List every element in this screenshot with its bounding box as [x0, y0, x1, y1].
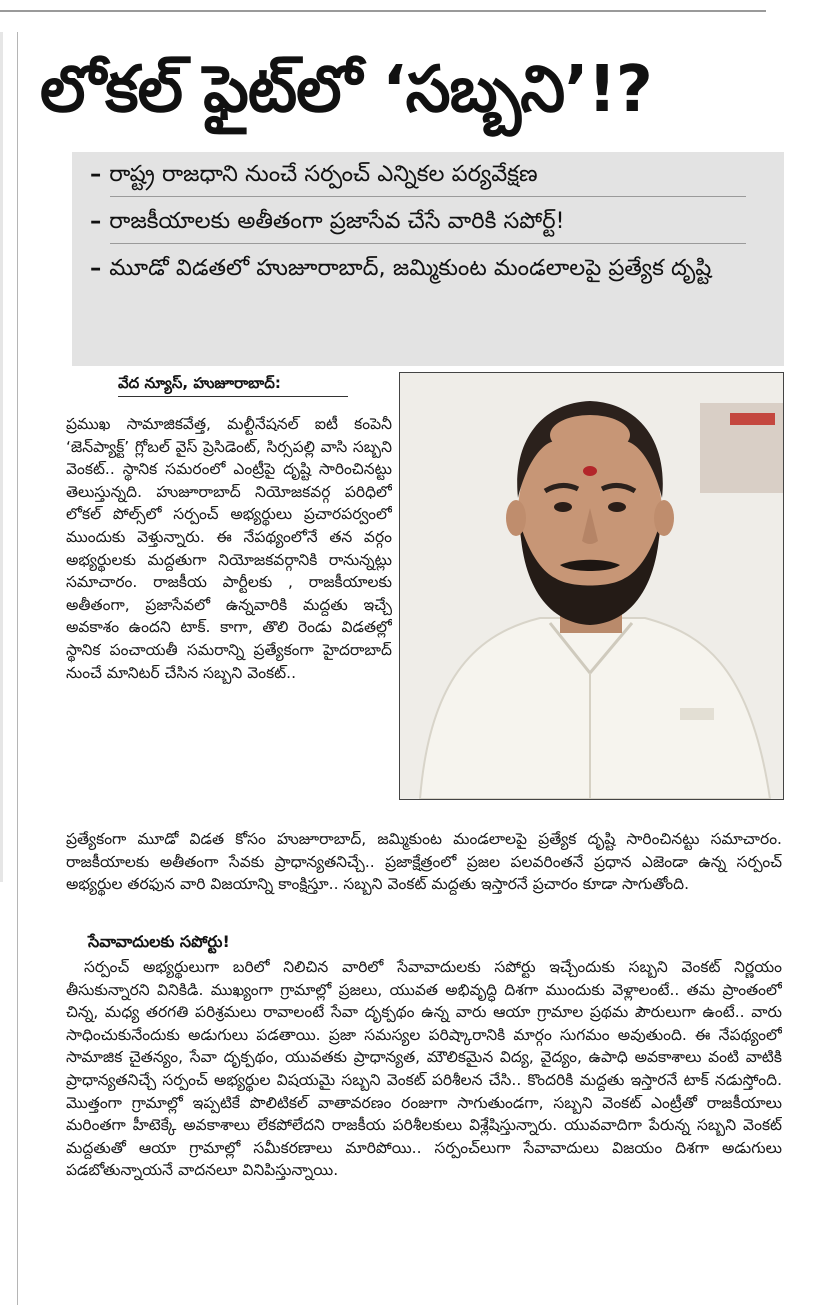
headline: లోకల్ ఫైట్‌లో ‘సబ్బని’!? — [40, 53, 652, 127]
left-margin-shade — [0, 32, 3, 882]
right-eye — [608, 502, 626, 512]
body-paragraph-column: ప్రముఖ సామాజికవేత్త, మల్టీనేషనల్ ఐటీ కంపెనీ ‘జెన్‌ప్యాక్ట్’ గ్లోబల్ వైస్ ప్రెసిడెంట్, సిర్సపల్లి వాసి సబ్బని వెంకట్.. స్థానిక సమరంలో ఎంట్రీపై దృష్టి సారించినట్టు తెలుస్తున్నది. హుజూరాబాద్ నియోజకవర్గ పరిధిలో లోకల్ పోల్స్‌లో సర్పంచ్ అభ్యర్థులు ప్రచారపర్వంలో ముందుకు వెళ్తున్నారు. ఈ నేపథ్యంలోనే తన వర్గం అభ్యర్థులకు మద్దతుగా నియోజకవర్గానికి రానున్నట్లు సమాచారం. రాజకీయ పార్టీలకు , రాజకీయాలకు అతీతంగా, ప్రజాసేవలో ఉన్నవారికి మద్దతు ఇచ్చే అవకాశం ఉందని టాక్. కాగా, తొలి రెండు విడతల్లో స్థానిక పంచాయతీ సమరాన్ని ప్రత్యేకంగా హైదరాబాద్ నుంచే మానిటర్ చేసిన సబ్బని వెంకట్.. — [66, 415, 392, 682]
portrait-illustration — [400, 373, 783, 799]
subhead-dash: – — [90, 255, 102, 281]
tilak-mark — [583, 466, 597, 476]
section-subheading: సేవావాదులకు సపోర్టు! — [88, 932, 230, 951]
body-paragraph-continued: ప్రత్యేకంగా మూడో విడత కోసం హుజూరాబాద్, జమ్మికుంట మండలాలపై ప్రత్యేక దృష్టి సారించినట్టు సమాచారం. రాజకీయాలకు అతీతంగా సేవకు ప్రాధాన్యతనిచ్చే.. ప్రజాక్షేత్రంలో ప్రజల పలవరింతనే ప్రధాన ఎజెండా ఉన్న సర్పంచ్ అభ్యర్థుల తరఫున వారి విజయాన్ని కాంక్షిస్తూ.. సబ్బని వెంకట్ మద్దతు ఇస్తారనే ప్రచారం కూడా సాగుతోంది. — [66, 830, 782, 894]
subhead-divider — [110, 243, 746, 244]
forehead-scalp — [550, 415, 630, 455]
subhead-text: రాజకీయాలకు అతీతంగా ప్రజాసేవ చేసే వారికి సపోర్ట్! — [109, 208, 565, 234]
article-photo — [399, 372, 784, 800]
subhead-1 — [90, 154, 766, 194]
top-rule — [0, 10, 766, 12]
subhead-box — [72, 152, 784, 366]
subhead-text: రాష్ట్ర రాజధాని నుంచే సర్పంచ్ ఎన్నికల పర్యవేక్షణ — [109, 161, 538, 187]
poster-stripe — [730, 413, 775, 425]
body-paragraph-2: సర్పంచ్ అభ్యర్థులుగా బరిలో నిలిచిన వారిలో సేవావాదులకు సపోర్టు ఇచ్చేందుకు సబ్బని వెంకట్ నిర్ణయం తీసుకున్నారని వినికిడి. ముఖ్యంగా గ్రామాల్లో ప్రజలు, యువత అభివృద్ధి దిశగా ముందుకు వెళ్లాలంటే.. తమ ప్రాంతంలో చిన్న, మధ్య తరగతి పరిశ్రమలు రావాలంటే సేవా దృక్పథం ఉన్న వారు ఆయా గ్రామాల ప్రథమ పౌరులుగా ఉంటే.. వారు సాధించుకునేందుకు అడుగులు పడతాయి. ప్రజా సమస్యల పరిష్కారానికి మార్గం సుగమం అవుతుంది. ఈ నేపథ్యంలో సామాజిక చైతన్యం, సేవా దృక్పథం, యువతకు ప్రాధాన్యత, మౌలికమైన విద్య, వైద్యం, ఉపాధి అవకాశాలు వంటి వాటికి ప్రాధాన్యతనిచ్చే సర్పంచ్ అభ్యర్థుల విషయమై సబ్బని వెంకట్ పరిశీలన చేసి.. కొందరికి మద్దతు ఇస్తారనే టాక్ నడుస్తోంది. మొత్తంగా గ్రామాల్లో ఇప్పటికే పొలిటికల్ వాతావరణం రంజుగా సాగుతుండగా, సబ్బని వెంకట్ ఎంట్రీతో రాజకీయాలు మరింతగా హీటెక్కే అవకాశాలు లేకపోలేదని రాజకీయ పరిశీలకులు విశ్లేషిస్తున్నారు. యువవాదిగా పేరున్న సబ్బని వెంకట్ మద్దతుతో ఆయా గ్రామాల్లో సమీకరణాలు మారిపోయి.. సర్పంచ్‌లుగా సేవావాదులు విజయం దిశగా అడుగులు పడబోతున్నాయనే వాదనలూ వినిపిస్తున్నాయి. — [66, 958, 782, 1180]
left-eye — [554, 502, 572, 512]
byline: వేద న్యూస్, హుజూరాబాద్: — [118, 370, 348, 397]
subhead-2 — [90, 201, 766, 241]
subhead-dash: – — [90, 208, 102, 234]
column-rule — [17, 32, 18, 1305]
right-ear — [654, 500, 674, 536]
left-ear — [506, 500, 526, 536]
subhead-dash: – — [90, 161, 102, 187]
subhead-text: మూడో విడతలో హుజూరాబాద్, జమ్మికుంట మండలాలపై ప్రత్యేక దృష్టి — [109, 255, 712, 281]
subhead-divider — [110, 196, 746, 197]
shirt-pocket-tag — [680, 708, 714, 720]
subhead-3 — [90, 248, 766, 288]
